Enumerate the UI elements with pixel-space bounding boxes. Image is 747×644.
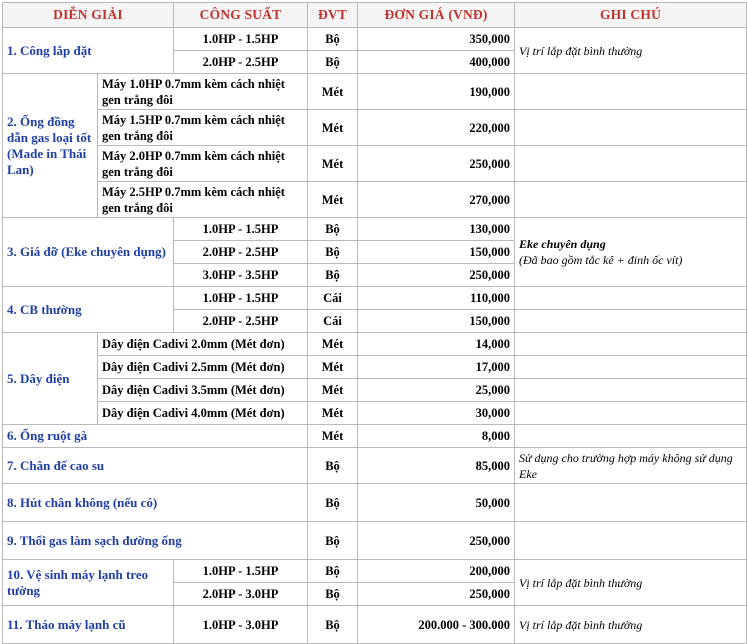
capacity-cell: 2.0HP - 2.5HP bbox=[174, 51, 308, 74]
note-cell: Vị trí lắp đặt bình thường bbox=[515, 28, 747, 74]
note-cell bbox=[515, 356, 747, 379]
table-row bbox=[3, 333, 747, 356]
unit-cell: Bộ bbox=[308, 241, 358, 264]
price-cell: 190,000 bbox=[358, 74, 515, 110]
unit-cell: Mét bbox=[308, 182, 358, 218]
price-cell: 400,000 bbox=[358, 51, 515, 74]
table-row bbox=[3, 110, 747, 146]
price-cell: 25,000 bbox=[358, 379, 515, 402]
capacity-cell: Dây điện Cadivi 4.0mm (Mét đơn) bbox=[98, 402, 308, 425]
header-description: DIỄN GIẢI bbox=[3, 3, 174, 28]
price-cell: 17,000 bbox=[358, 356, 515, 379]
unit-cell: Mét bbox=[308, 146, 358, 182]
unit-cell: Bộ bbox=[308, 583, 358, 606]
note-cell bbox=[515, 182, 747, 218]
price-cell: 200.000 - 300.000 bbox=[358, 606, 515, 644]
unit-cell: Mét bbox=[308, 356, 358, 379]
note-cell bbox=[515, 425, 747, 448]
note-cell: Sử dụng cho trường hợp máy không sử dụng Eke bbox=[515, 448, 747, 484]
note-cell bbox=[515, 146, 747, 182]
unit-cell: Bộ bbox=[308, 28, 358, 51]
capacity-cell: 1.0HP - 1.5HP bbox=[174, 28, 308, 51]
capacity-cell: Máy 2.5HP 0.7mm kèm cách nhiệt gen trắng đôi bbox=[98, 182, 308, 218]
capacity-cell: 1.0HP - 1.5HP bbox=[174, 287, 308, 310]
capacity-cell: Máy 2.0HP 0.7mm kèm cách nhiệt gen trắng đôi bbox=[98, 146, 308, 182]
price-cell: 8,000 bbox=[358, 425, 515, 448]
capacity-cell: 2.0HP - 3.0HP bbox=[174, 583, 308, 606]
table-row bbox=[3, 146, 747, 182]
note-cell bbox=[515, 74, 747, 110]
category-label: 2. Ống đồng dẫn gas loại tốt (Made in Thái Lan) bbox=[3, 74, 98, 218]
capacity-cell: 2.0HP - 2.5HP bbox=[174, 310, 308, 333]
unit-cell: Mét bbox=[308, 379, 358, 402]
unit-cell: Mét bbox=[308, 333, 358, 356]
price-cell: 250,000 bbox=[358, 583, 515, 606]
note-cell bbox=[515, 402, 747, 425]
price-cell: 30,000 bbox=[358, 402, 515, 425]
note-title: Eke chuyên dụng bbox=[519, 237, 606, 251]
unit-cell: Bộ bbox=[308, 560, 358, 583]
price-cell: 200,000 bbox=[358, 560, 515, 583]
unit-cell: Bộ bbox=[308, 218, 358, 241]
category-label: 6. Ống ruột gà bbox=[3, 425, 308, 448]
unit-cell: Bộ bbox=[308, 484, 358, 522]
price-cell: 250,000 bbox=[358, 146, 515, 182]
table-row bbox=[3, 287, 747, 310]
capacity-cell: Dây điện Cadivi 2.0mm (Mét đơn) bbox=[98, 333, 308, 356]
price-cell: 14,000 bbox=[358, 333, 515, 356]
unit-cell: Cái bbox=[308, 287, 358, 310]
note-cell bbox=[515, 333, 747, 356]
note-cell bbox=[515, 110, 747, 146]
unit-cell: Mét bbox=[308, 425, 358, 448]
note-cell bbox=[515, 522, 747, 560]
note-cell bbox=[515, 484, 747, 522]
table-row bbox=[3, 356, 747, 379]
capacity-cell: 1.0HP - 1.5HP bbox=[174, 218, 308, 241]
category-label: 9. Thổi gas làm sạch đường ống bbox=[3, 522, 308, 560]
header-note: GHI CHÚ bbox=[515, 3, 747, 28]
table-row bbox=[3, 560, 747, 583]
category-label: 4. CB thường bbox=[3, 287, 174, 333]
note-cell bbox=[515, 310, 747, 333]
price-cell: 130,000 bbox=[358, 218, 515, 241]
table-row bbox=[3, 425, 747, 448]
capacity-cell: Máy 1.5HP 0.7mm kèm cách nhiệt gen trắng đôi bbox=[98, 110, 308, 146]
unit-cell: Mét bbox=[308, 402, 358, 425]
note-text: (Đã bao gồm tắc kê + đinh ốc vít) bbox=[519, 253, 683, 267]
unit-cell: Bộ bbox=[308, 51, 358, 74]
capacity-cell: 3.0HP - 3.5HP bbox=[174, 264, 308, 287]
price-cell: 250,000 bbox=[358, 264, 515, 287]
unit-cell: Bộ bbox=[308, 448, 358, 484]
header-row bbox=[3, 3, 747, 28]
category-label: 7. Chân đế cao su bbox=[3, 448, 308, 484]
unit-cell: Mét bbox=[308, 74, 358, 110]
table-row bbox=[3, 448, 747, 484]
table-row bbox=[3, 74, 747, 110]
capacity-cell: Dây điện Cadivi 3.5mm (Mét đơn) bbox=[98, 379, 308, 402]
header-price: ĐƠN GIÁ (VNĐ) bbox=[358, 3, 515, 28]
note-cell bbox=[515, 218, 747, 287]
table-row bbox=[3, 484, 747, 522]
table-row bbox=[3, 28, 747, 51]
capacity-cell: Máy 1.0HP 0.7mm kèm cách nhiệt gen trắng đôi bbox=[98, 74, 308, 110]
capacity-cell: 2.0HP - 2.5HP bbox=[174, 241, 308, 264]
note-cell: Vị trí lắp đặt bình thường bbox=[515, 560, 747, 606]
capacity-cell: Dây điện Cadivi 2.5mm (Mét đơn) bbox=[98, 356, 308, 379]
category-label: 3. Giá đỡ (Eke chuyên dụng) bbox=[3, 218, 174, 287]
price-cell: 250,000 bbox=[358, 522, 515, 560]
note-cell bbox=[515, 287, 747, 310]
unit-cell: Mét bbox=[308, 110, 358, 146]
unit-cell: Bộ bbox=[308, 522, 358, 560]
header-unit: ĐVT bbox=[308, 3, 358, 28]
price-cell: 220,000 bbox=[358, 110, 515, 146]
category-label: 1. Công lắp đặt bbox=[3, 28, 174, 74]
price-cell: 85,000 bbox=[358, 448, 515, 484]
price-cell: 150,000 bbox=[358, 241, 515, 264]
unit-cell: Cái bbox=[308, 310, 358, 333]
capacity-cell: 1.0HP - 1.5HP bbox=[174, 560, 308, 583]
table-row bbox=[3, 182, 747, 218]
price-cell: 270,000 bbox=[358, 182, 515, 218]
table-row bbox=[3, 606, 747, 644]
unit-cell: Bộ bbox=[308, 606, 358, 644]
price-cell: 110,000 bbox=[358, 287, 515, 310]
header-capacity: CÔNG SUẤT bbox=[174, 3, 308, 28]
table-row bbox=[3, 379, 747, 402]
price-table bbox=[2, 2, 747, 644]
category-label: 5. Dây điện bbox=[3, 333, 98, 425]
note-cell: Vị trí lắp đặt bình thường bbox=[515, 606, 747, 644]
price-cell: 150,000 bbox=[358, 310, 515, 333]
unit-cell: Bộ bbox=[308, 264, 358, 287]
table-row bbox=[3, 402, 747, 425]
table-row bbox=[3, 218, 747, 241]
price-cell: 350,000 bbox=[358, 28, 515, 51]
price-cell: 50,000 bbox=[358, 484, 515, 522]
category-label: 10. Vệ sinh máy lạnh treo tường bbox=[3, 560, 174, 606]
note-cell bbox=[515, 379, 747, 402]
category-label: 8. Hút chân không (nếu có) bbox=[3, 484, 308, 522]
category-label: 11. Tháo máy lạnh cũ bbox=[3, 606, 174, 644]
table-row bbox=[3, 522, 747, 560]
capacity-cell: 1.0HP - 3.0HP bbox=[174, 606, 308, 644]
